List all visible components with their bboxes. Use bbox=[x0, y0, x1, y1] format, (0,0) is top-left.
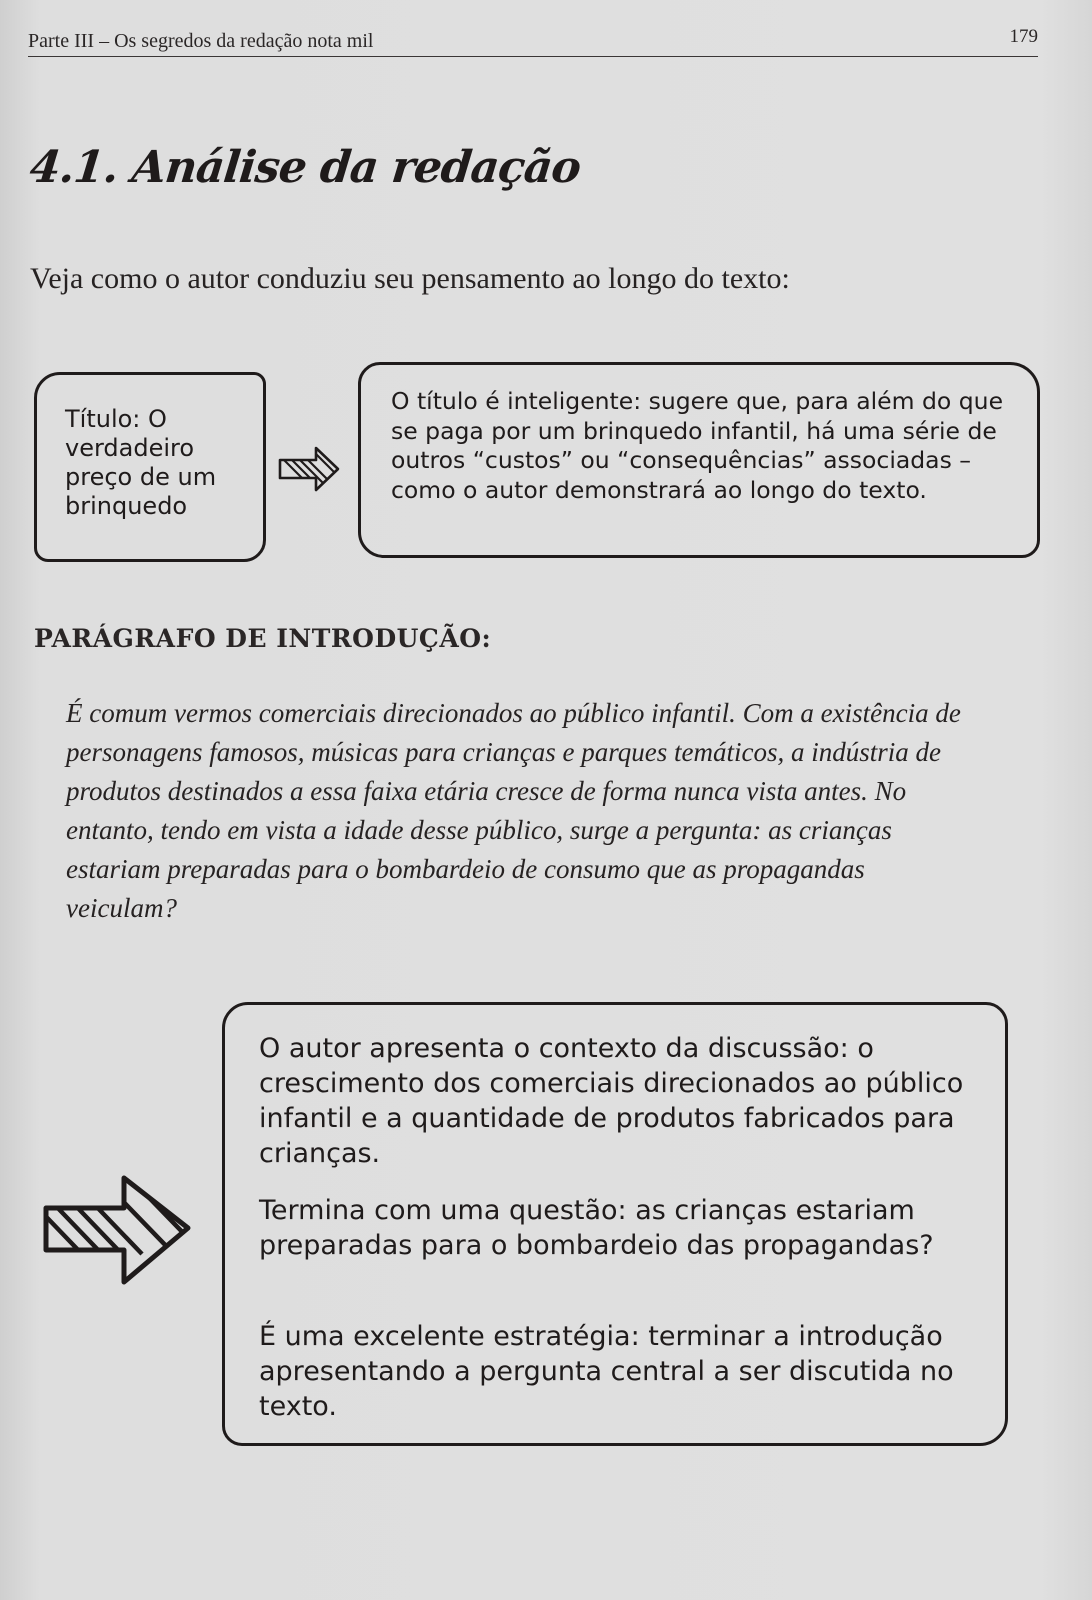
introduction-paragraph: É comum vermos comerciais direcionados ao público infantil. Com a existência de personagens famosos, músicas para crianças e parques temáticos, a indústria de produtos destinados a essa faixa etária cresce de forma nunca vista antes. No entanto, tendo em vista a idade desse público, surge a pergunta: as crianças estariam preparadas para o bombardeio de consumo que as propagandas veiculam? bbox=[66, 698, 961, 923]
introduction-comment-context: O autor apresenta o contexto da discussão: o crescimento dos comerciais direcionados ao público infantil e a quantidade de produtos fabricados para crianças. bbox=[259, 1033, 964, 1169]
striped-arrow-right-icon bbox=[42, 1172, 192, 1292]
essay-title-text: Título: O verdadeiro preço de um brinquedo bbox=[65, 405, 217, 520]
section-lead: Veja como o autor conduziu seu pensamento ao longo do texto: bbox=[30, 262, 790, 295]
title-comment-box bbox=[358, 362, 1040, 558]
striped-arrow-right-icon bbox=[278, 444, 340, 494]
introduction-heading: PARÁGRAFO DE INTRODUÇÃO: bbox=[34, 624, 492, 653]
title-comment-text: O título é inteligente: sugere que, para além do que se paga por um brinquedo infantil, há uma série de outros “custos” ou “consequências” associadas – como o autor demonstrará ao longo do texto. bbox=[391, 387, 1004, 504]
introduction-comment-question: Termina com uma questão: as crianças estariam preparadas para o bombardeio das propagandas? bbox=[259, 1195, 934, 1261]
introduction-comment-box bbox=[222, 1002, 1008, 1446]
running-title: Parte III – Os segredos da redação nota mil bbox=[28, 30, 374, 52]
introduction-comment-strategy: É uma excelente estratégia: terminar a introdução apresentando a pergunta central a ser discutida no texto. bbox=[259, 1321, 954, 1422]
page-number: 179 bbox=[1009, 26, 1038, 47]
running-header bbox=[28, 26, 1038, 57]
essay-title-box bbox=[34, 372, 266, 562]
section-title: 4.1. Análise da redação bbox=[27, 142, 583, 193]
